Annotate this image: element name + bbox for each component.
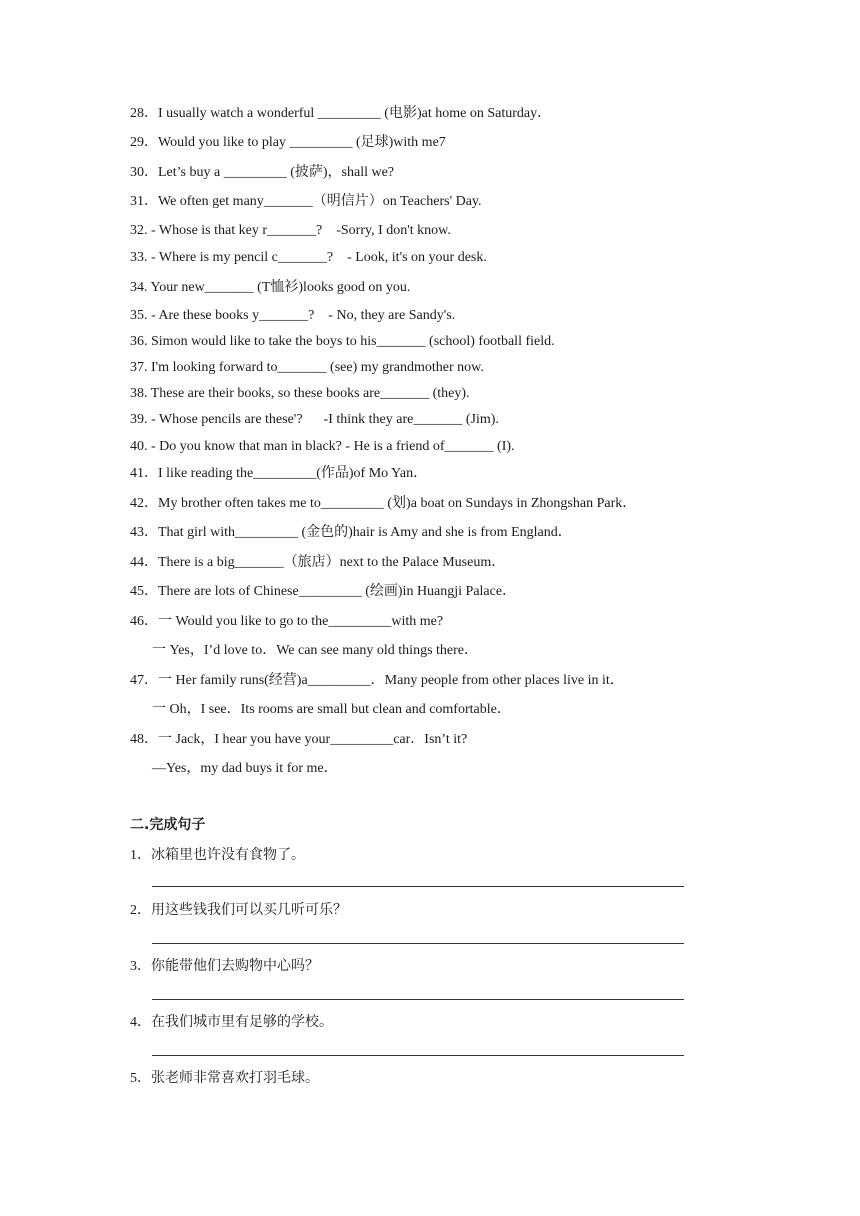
question-32: 32. - Whose is that key r_______? -Sorry, I don't know. <box>130 223 451 238</box>
question-43: 43．That girl with_________ (金色的)hair is Amy and she is from England． <box>130 525 572 540</box>
question-29: 29．Would you like to play _________ (足球)with me7 <box>130 135 446 150</box>
question-34: 34. Your new_______ (T恤衫)looks good on you. <box>130 280 411 295</box>
question-35: 35. - Are these books y_______? - No, they are Sandy's. <box>130 308 456 323</box>
question-48-reply: —Yes，my dad buys it for me． <box>152 761 338 776</box>
translation-item-1: 1．冰箱里也许没有食物了。 <box>130 848 305 863</box>
question-33: 33. - Where is my pencil c_______? - Look, it's on your desk. <box>130 250 487 265</box>
question-48: 48．一 Jack，I hear you have your_________car．Isn’t it? <box>130 732 468 747</box>
question-30: 30．Let’s buy a _________ (披萨)，shall we? <box>130 165 395 180</box>
question-42: 42．My brother often takes me to_________ (划)a boat on Sundays in Zhongshan Park． <box>130 496 637 511</box>
question-37: 37. I'm looking forward to_______ (see) my grandmother now. <box>130 360 484 375</box>
answer-line-2[interactable] <box>152 943 684 944</box>
question-46-reply: 一 Yes，I’d love to．We can see many old things there． <box>152 643 478 658</box>
question-47-reply: 一 Oh，I see．Its rooms are small but clean and comfortable． <box>152 702 511 717</box>
question-36: 36. Simon would like to take the boys to his_______ (school) football field. <box>130 334 555 349</box>
answer-line-4[interactable] <box>152 1055 684 1056</box>
question-46: 46．一 Would you like to go to the_________with me? <box>130 614 444 629</box>
section-heading: 二.完成句子 <box>130 817 206 833</box>
answer-line-1[interactable] <box>152 886 684 887</box>
question-28: 28．I usually watch a wonderful _________ (电影)at home on Saturday． <box>130 106 552 121</box>
question-44: 44．There is a big_______（旅店）next to the Palace Museum． <box>130 555 506 570</box>
question-31: 31．We often get many_______（明信片）on Teachers' Day. <box>130 194 482 209</box>
translation-item-5: 5．张老师非常喜欢打羽毛球。 <box>130 1071 319 1086</box>
question-39: 39. - Whose pencils are these'? -I think they are_______ (Jim). <box>130 412 499 427</box>
answer-line-3[interactable] <box>152 999 684 1000</box>
translation-item-4: 4．在我们城市里有足够的学校。 <box>130 1015 333 1030</box>
translation-item-2: 2．用这些钱我们可以买几听可乐？ <box>130 903 347 918</box>
question-47: 47．一 Her family runs(经营)a_________．Many people from other places live in it． <box>130 673 624 688</box>
question-38: 38. These are their books, so these books are_______ (they). <box>130 386 470 401</box>
question-41: 41．I like reading the_________(作品)of Mo Yan． <box>130 466 428 481</box>
translation-item-3: 3．你能带他们去购物中心吗？ <box>130 959 319 974</box>
question-45: 45．There are lots of Chinese_________ (绘画)in Huangji Palace． <box>130 584 517 599</box>
question-40: 40. - Do you know that man in black? - He is a friend of_______ (I). <box>130 439 515 454</box>
